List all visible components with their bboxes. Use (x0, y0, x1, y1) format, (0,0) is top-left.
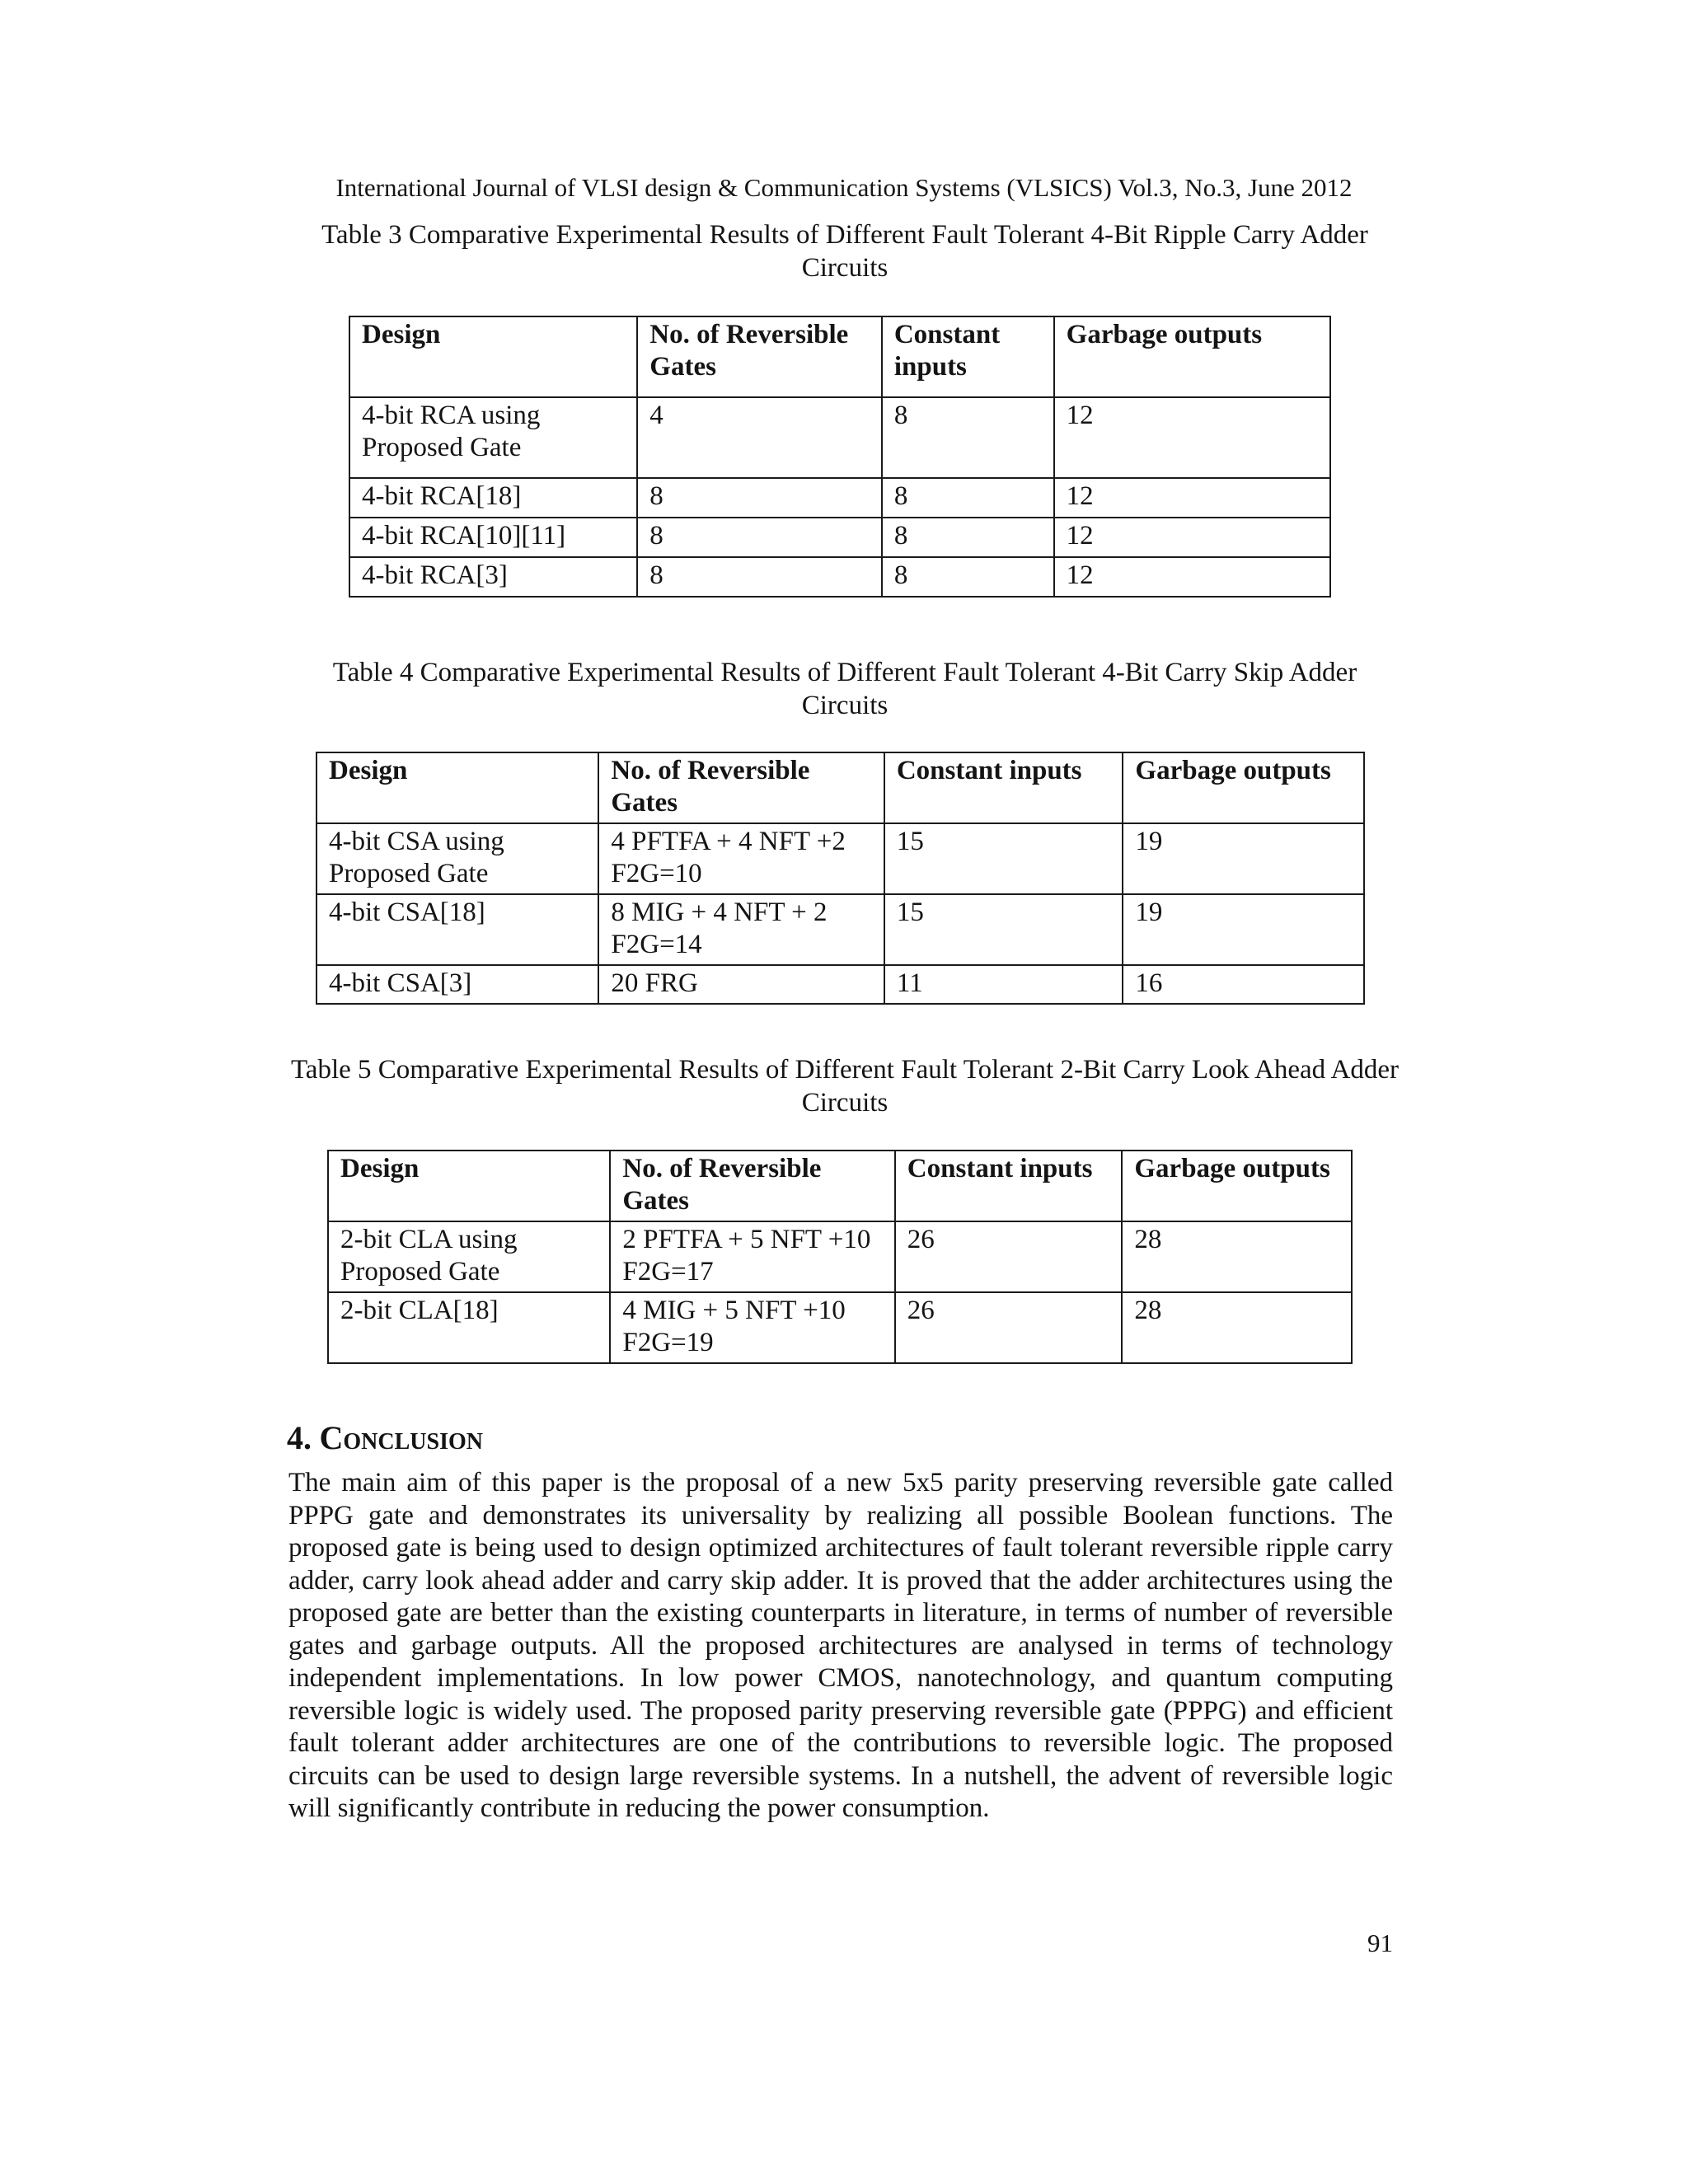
section-heading (287, 1418, 483, 1460)
table-4 (316, 752, 1365, 1005)
col-header-garbage-outputs: Garbage outputs (1054, 316, 1330, 397)
table-header-row (328, 1151, 1352, 1221)
cell-reversible-gates: 4 (637, 397, 882, 478)
col-header-reversible-gates: No. of Reversible Gates (610, 1151, 894, 1221)
cell-design: 4-bit CSA using Proposed Gate (316, 823, 598, 894)
cell-garbage-outputs: 12 (1054, 397, 1330, 478)
table-4-caption: Table 4 Comparative Experimental Results of Different Fault Tolerant 4-Bit Carry Skip Adder Circuits (332, 658, 1357, 720)
col-header-design: Design (328, 1151, 610, 1221)
table-5 (327, 1150, 1353, 1364)
col-header-constant-inputs: Constant inputs (882, 316, 1054, 397)
cell-constant-inputs: 15 (884, 823, 1123, 894)
section-number: 4. (287, 1419, 312, 1456)
cell-reversible-gates: 20 FRG (598, 965, 884, 1004)
running-header: International Journal of VLSI design & Communication Systems (VLSICS) Vol.3, No.3, June 2012 (335, 173, 1353, 202)
table-row (349, 518, 1330, 557)
table-row (328, 1221, 1352, 1292)
cell-constant-inputs: 8 (882, 557, 1054, 597)
cell-garbage-outputs: 28 (1122, 1292, 1352, 1363)
table-row (349, 557, 1330, 597)
table-header-row (349, 316, 1330, 397)
col-header-constant-inputs: Constant inputs (884, 752, 1123, 823)
cell-constant-inputs: 8 (882, 397, 1054, 478)
cell-garbage-outputs: 19 (1123, 823, 1364, 894)
cell-reversible-gates: 4 PFTFA + 4 NFT +2 F2G=10 (598, 823, 884, 894)
cell-garbage-outputs: 12 (1054, 557, 1330, 597)
cell-garbage-outputs: 12 (1054, 518, 1330, 557)
table-row (349, 478, 1330, 518)
cell-design: 4-bit RCA using Proposed Gate (349, 397, 637, 478)
col-header-design: Design (316, 752, 598, 823)
table-row (328, 1292, 1352, 1363)
col-header-reversible-gates: No. of Reversible Gates (598, 752, 884, 823)
cell-reversible-gates: 8 (637, 518, 882, 557)
table-row (316, 965, 1364, 1004)
table-5-caption: Table 5 Comparative Experimental Results of Different Fault Tolerant 2-Bit Carry Look Ahead Adder Circuits (290, 1055, 1400, 1118)
cell-garbage-outputs: 12 (1054, 478, 1330, 518)
cell-design: 4-bit CSA[3] (316, 965, 598, 1004)
col-header-garbage-outputs: Garbage outputs (1122, 1151, 1352, 1221)
cell-design: 2-bit CLA using Proposed Gate (328, 1221, 610, 1292)
cell-garbage-outputs: 19 (1123, 894, 1364, 965)
conclusion-paragraph: The main aim of this paper is the proposal of a new 5x5 parity preserving reversible gate called PPPG gate and demonstrates its universality by realizing all possible Boolean functions. The proposed gate is being used to design optimized architectures of fault tolerant reversible ripple carry adder, carry look ahead adder and carry skip adder. It is proved that the adder architectures using the proposed gate are better than the existing counterparts in literature, in terms of number of reversible gates and garbage outputs. All the proposed architectures are analysed in terms of technology independent implementations. In low power CMOS, nanotechnology, and quantum computing reversible logic is widely used. The proposed parity preserving reversible gate (PPPG) and efficient fault tolerant adder architectures are one of the contributions to reversible logic. The proposed circuits can be used to design large reversible systems. In a nutshell, the advent of reversible logic will significantly contribute in reducing the power consumption. (288, 1468, 1393, 1823)
table-3-caption: Table 3 Comparative Experimental Results of Different Fault Tolerant 4-Bit Ripple Carry Adder Circuits (321, 220, 1368, 283)
cell-reversible-gates: 8 (637, 557, 882, 597)
cell-design: 4-bit RCA[3] (349, 557, 637, 597)
table-row (316, 823, 1364, 894)
cell-design: 4-bit CSA[18] (316, 894, 598, 965)
table-row (316, 894, 1364, 965)
cell-garbage-outputs: 28 (1122, 1221, 1352, 1292)
cell-design: 4-bit RCA[10][11] (349, 518, 637, 557)
col-header-constant-inputs: Constant inputs (895, 1151, 1123, 1221)
cell-reversible-gates: 2 PFTFA + 5 NFT +10 F2G=17 (610, 1221, 894, 1292)
cell-reversible-gates: 8 MIG + 4 NFT + 2 F2G=14 (598, 894, 884, 965)
col-header-garbage-outputs: Garbage outputs (1123, 752, 1364, 823)
cell-garbage-outputs: 16 (1123, 965, 1364, 1004)
cell-design: 4-bit RCA[18] (349, 478, 637, 518)
cell-constant-inputs: 11 (884, 965, 1123, 1004)
cell-constant-inputs: 26 (895, 1292, 1123, 1363)
cell-constant-inputs: 8 (882, 478, 1054, 518)
col-header-design: Design (349, 316, 637, 397)
table-header-row (316, 752, 1364, 823)
cell-constant-inputs: 15 (884, 894, 1123, 965)
cell-constant-inputs: 8 (882, 518, 1054, 557)
col-header-reversible-gates: No. of Reversible Gates (637, 316, 882, 397)
cell-reversible-gates: 8 (637, 478, 882, 518)
page-number: 91 (1367, 1929, 1393, 1957)
section-title: Conclusion (319, 1419, 483, 1456)
table-3 (349, 316, 1331, 598)
cell-constant-inputs: 26 (895, 1221, 1123, 1292)
cell-design: 2-bit CLA[18] (328, 1292, 610, 1363)
table-row (349, 397, 1330, 478)
cell-reversible-gates: 4 MIG + 5 NFT +10 F2G=19 (610, 1292, 894, 1363)
